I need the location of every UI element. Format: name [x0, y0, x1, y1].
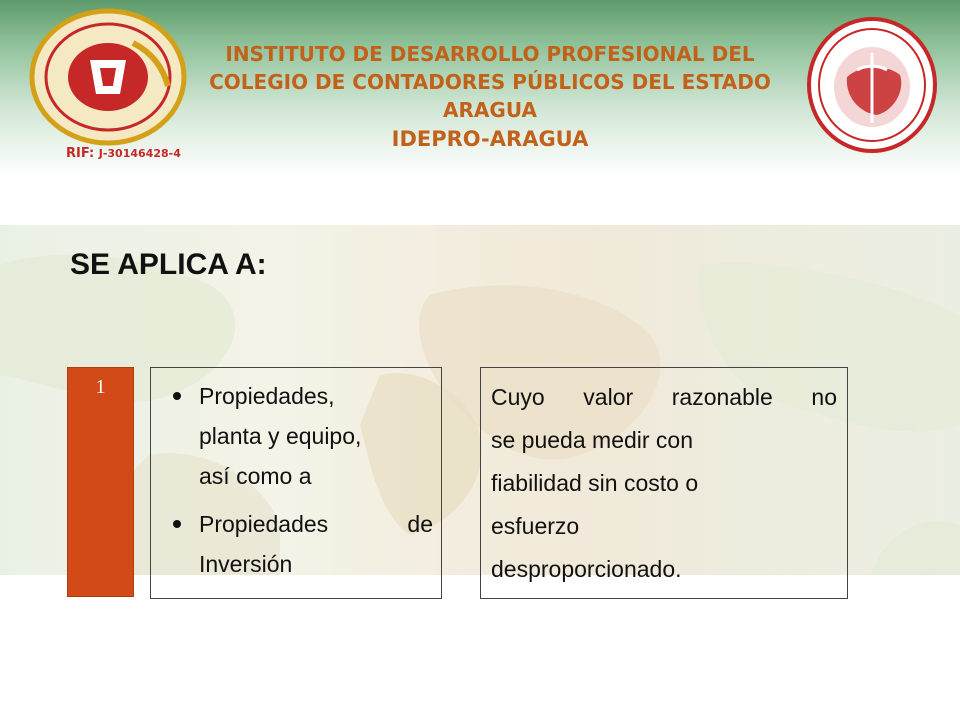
condition-line: Cuyo valor razonable no — [491, 384, 837, 410]
title-line-3: IDEPRO-ARAGUA — [391, 127, 589, 151]
condition-line: desproporcionado. — [491, 556, 682, 582]
condition-line: esfuerzo — [491, 513, 580, 539]
page-heading: SE APLICA A: — [70, 248, 267, 281]
condition-line: se pueda medir con — [491, 427, 694, 453]
rif-label: RIF: J-30146428-4 — [66, 146, 181, 161]
idepro-logo — [28, 8, 188, 146]
asset-list-box — [150, 367, 442, 599]
condition-line: fiabilidad sin costo o — [491, 470, 699, 496]
title-line-1: INSTITUTO DE DESARROLLO PROFESIONAL DEL — [225, 42, 755, 66]
condition-box — [480, 367, 848, 599]
row-number-cell — [67, 367, 134, 597]
colegio-contadores-logo — [805, 15, 940, 155]
row-number: 1 — [95, 376, 106, 398]
list-item: Propiedades de Inversión — [161, 504, 433, 584]
title-line-2: COLEGIO DE CONTADORES PÚBLICOS DEL ESTADO ARAGUA — [209, 70, 771, 122]
institution-title — [190, 40, 790, 154]
list-item: Propiedades, planta y equipo, así como a — [161, 376, 433, 496]
asset-list — [161, 376, 433, 584]
